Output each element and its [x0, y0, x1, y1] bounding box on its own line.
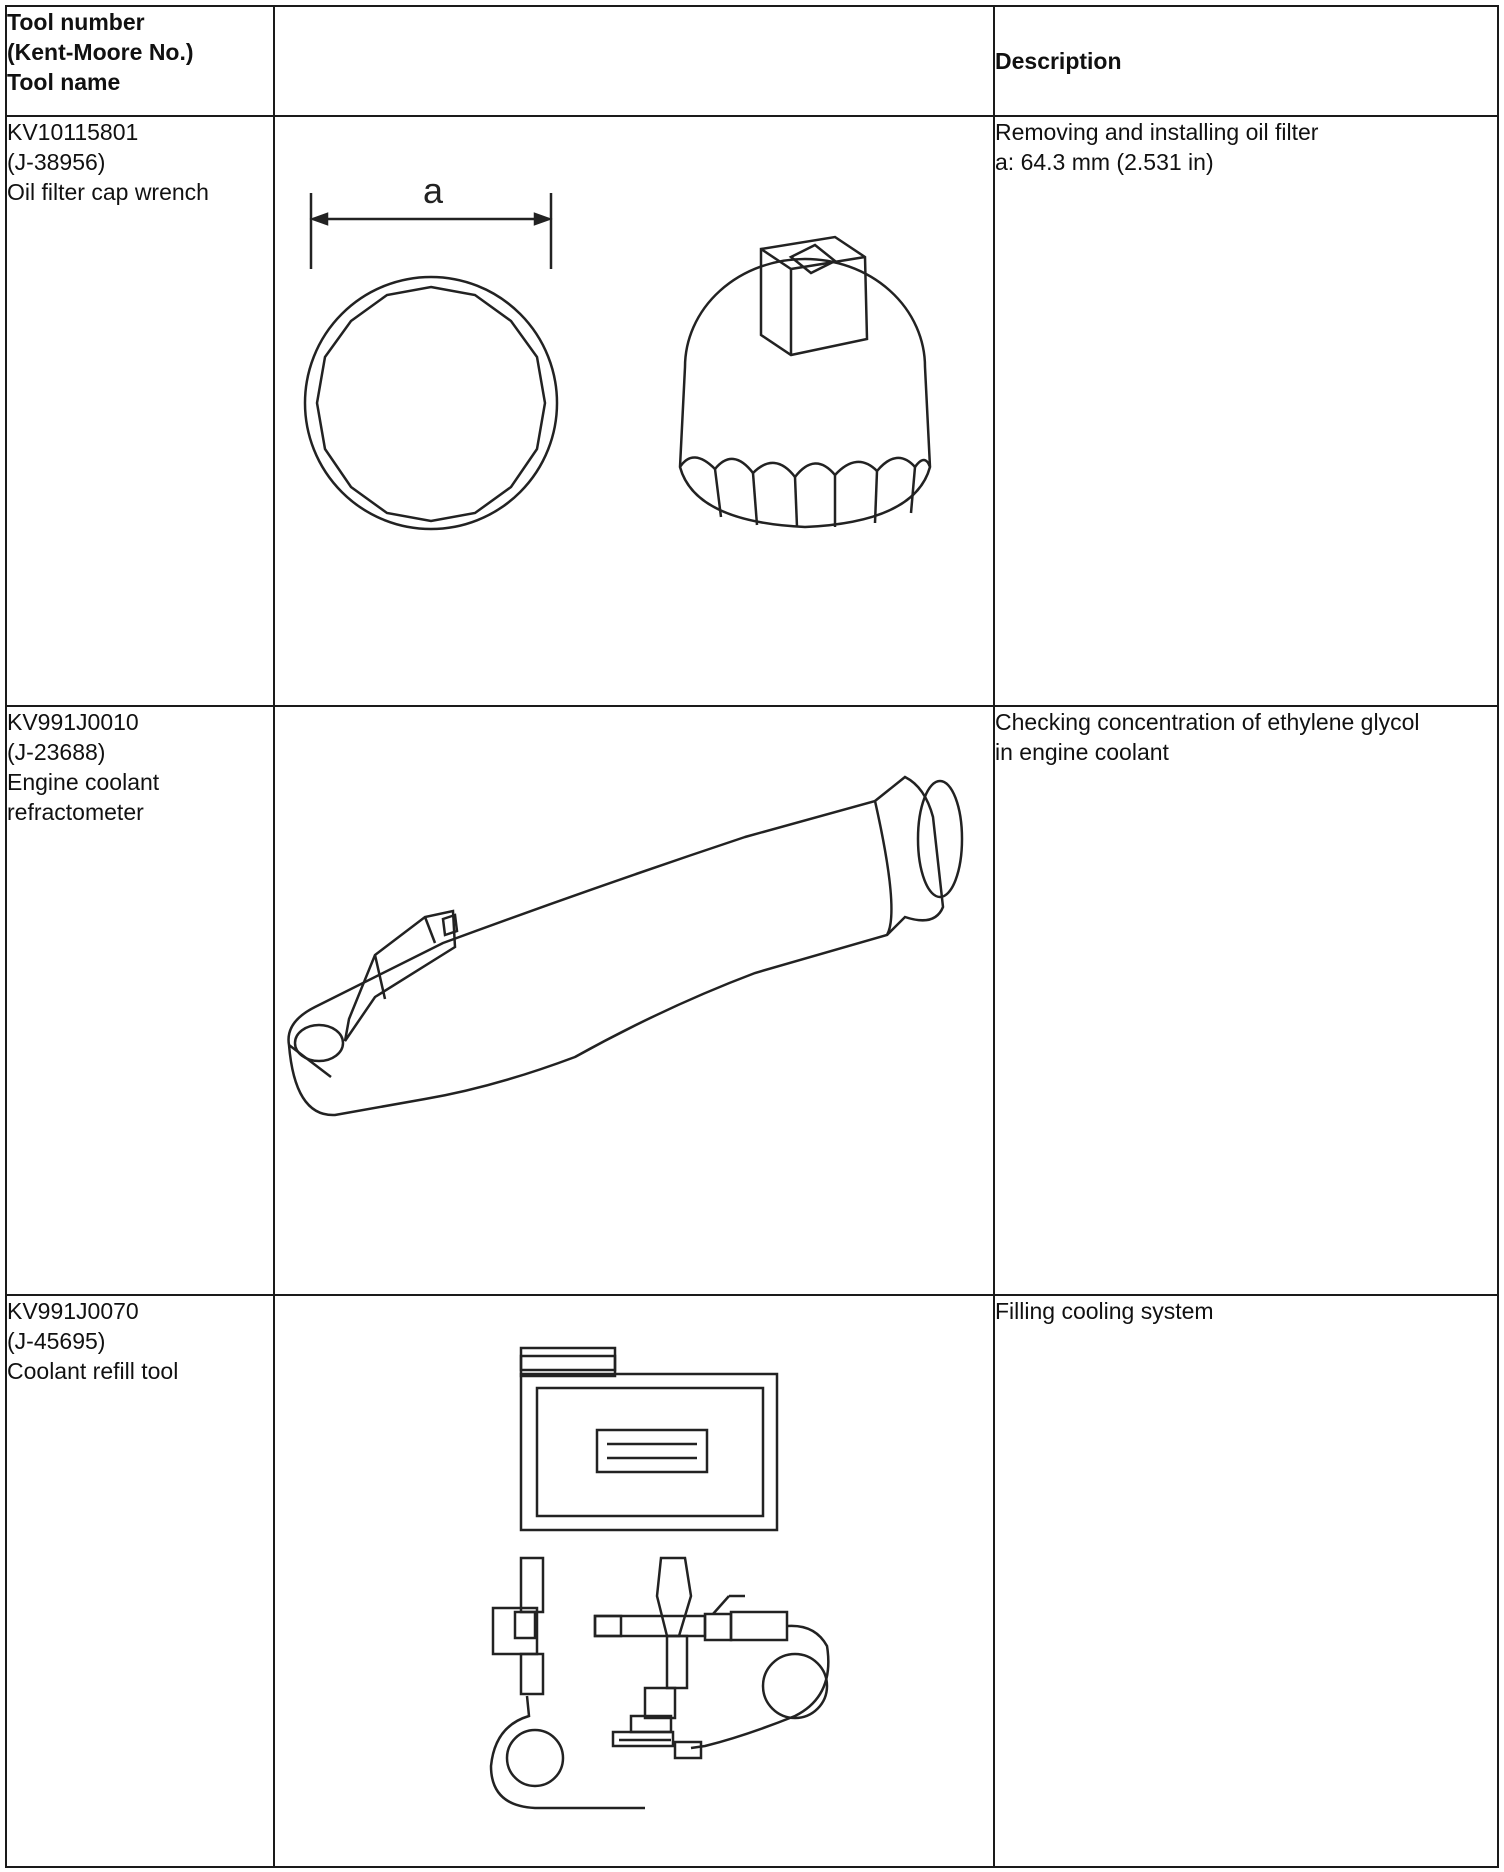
description-line: a: 64.3 mm (2.531 in) [995, 149, 1214, 175]
refractometer-illustration [275, 707, 995, 1294]
oil-filter-cap-wrench-illustration [275, 117, 995, 705]
header-line: Tool number [7, 9, 145, 35]
figure-cell [274, 1295, 994, 1867]
table-row [6, 1295, 1498, 1867]
table-row [6, 116, 1498, 706]
tool-name: Engine coolant [7, 769, 160, 795]
description-line: Checking concentration of ethylene glycol [995, 709, 1420, 735]
kent-moore-number: (J-38956) [7, 149, 106, 175]
header-tool-column [6, 6, 274, 116]
tool-number: KV10115801 [7, 119, 139, 145]
kent-moore-number: (J-45695) [7, 1328, 106, 1354]
table-row [6, 706, 1498, 1295]
special-tools-table [5, 5, 1499, 1868]
tool-cell [6, 116, 274, 706]
header-line: Tool name [7, 69, 121, 95]
header-figure-column [274, 6, 994, 116]
tool-number: KV991J0070 [7, 1298, 139, 1324]
description-cell [994, 1295, 1498, 1867]
description-line: Removing and installing oil filter [995, 119, 1319, 145]
coolant-refill-kit-illustration [275, 1296, 995, 1866]
tool-number: KV991J0010 [7, 709, 139, 735]
description-cell [994, 706, 1498, 1295]
figure-cell [274, 706, 994, 1295]
tool-cell [6, 1295, 274, 1867]
tool-name: Coolant refill tool [7, 1358, 179, 1384]
figure-cell [274, 116, 994, 706]
table-header-row [6, 6, 1498, 116]
description-cell [994, 116, 1498, 706]
description-line: in engine coolant [995, 739, 1169, 765]
description-line: Filling cooling system [995, 1298, 1214, 1324]
header-description-column: Description [994, 6, 1498, 116]
kent-moore-number: (J-23688) [7, 739, 106, 765]
tool-name: Oil filter cap wrench [7, 179, 209, 205]
tool-name: refractometer [7, 799, 144, 825]
header-line: (Kent-Moore No.) [7, 39, 194, 65]
tool-cell [6, 706, 274, 1295]
dimension-label: a [423, 170, 444, 211]
